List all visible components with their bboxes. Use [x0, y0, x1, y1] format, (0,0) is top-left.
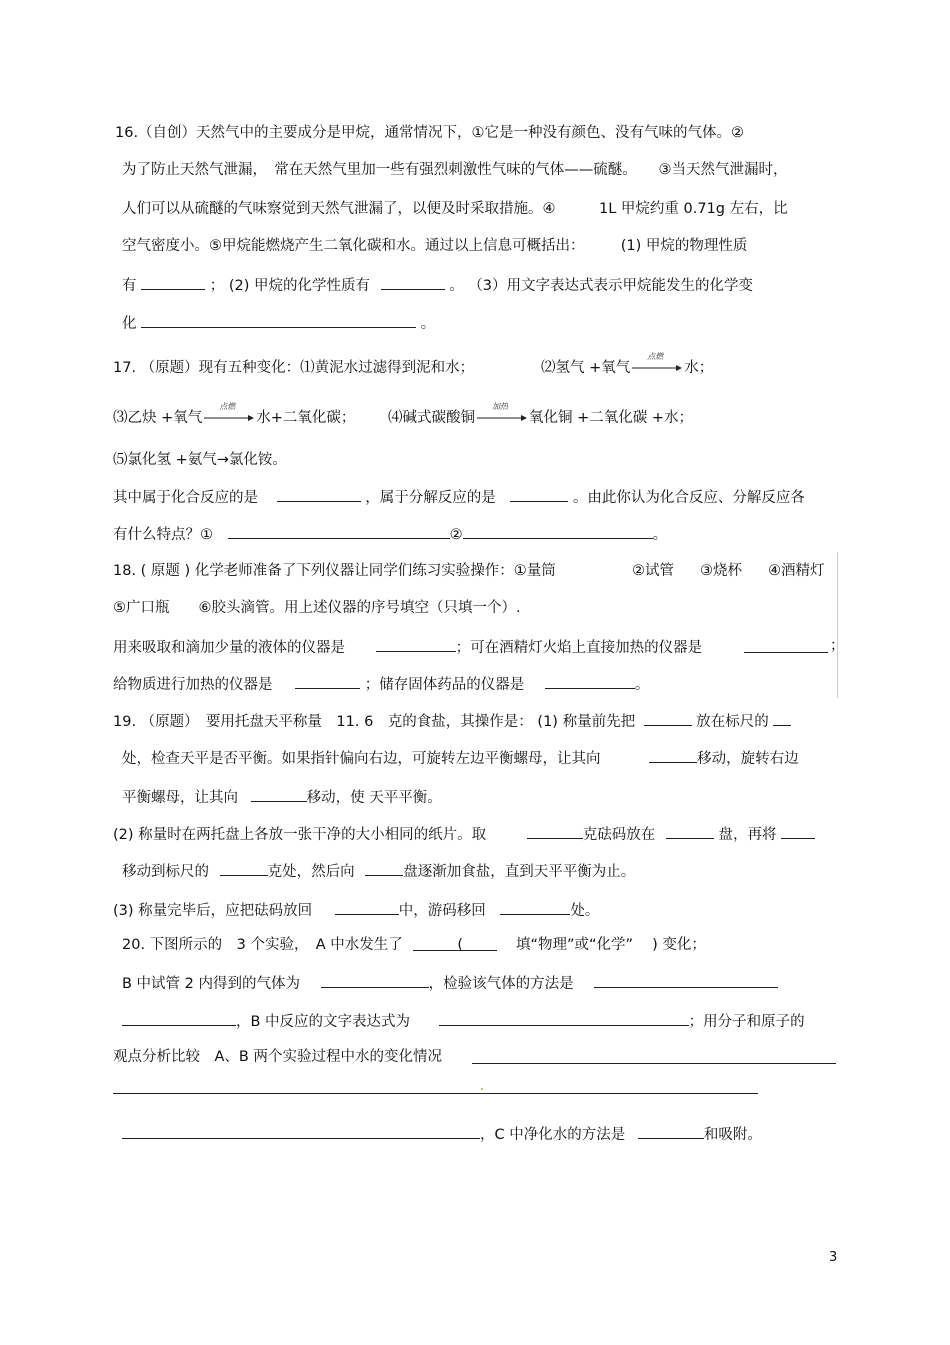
- q20-text-2b: ，检验该气体的方法是: [428, 976, 574, 992]
- q19-blank-salt-pan[interactable]: [365, 860, 403, 876]
- q20-text-6b: 和吸附。: [703, 1127, 762, 1143]
- q18-line3: [113, 636, 702, 656]
- q19-text-4c: 盘，再将: [718, 827, 777, 843]
- q19-blank-rider-return[interactable]: [500, 899, 570, 915]
- q20-line3: [122, 1010, 805, 1030]
- q16-blank-expression[interactable]: [141, 312, 416, 328]
- q18-line2: [113, 598, 521, 618]
- q16-blank-physical[interactable]: [141, 274, 205, 290]
- q17-line1: [113, 358, 474, 378]
- q17-blank-feature-1[interactable]: [228, 523, 450, 539]
- q17-text-4b: ，属于分解反应的是: [365, 490, 496, 506]
- q20-line4: [113, 1047, 442, 1067]
- q19-line1: [113, 710, 791, 730]
- q19-text-1b: 放在标尺的: [696, 714, 769, 730]
- q20-blank-analysis-2[interactable]: [113, 1093, 758, 1094]
- q18-line1: [113, 561, 556, 581]
- arrow-icon: [632, 365, 682, 371]
- q17-line2-right: [388, 402, 694, 428]
- q17-text-2d: 氧化铜 +二氧化碳 +水；: [529, 410, 694, 426]
- q19-text-6c: 处。: [570, 903, 600, 919]
- condition-label-3: 加热: [492, 402, 508, 411]
- q18-line1-tools3: [768, 561, 825, 581]
- q20-text-1a: 20. 下图所示的 3 个实验， A 中水发生了: [122, 937, 403, 953]
- q19-text-5a: 移动到标尺的: [122, 864, 209, 880]
- q19-blank-weight-grams[interactable]: [527, 823, 583, 839]
- q18-blank-direct-heat[interactable]: [744, 637, 828, 653]
- q19-text-3a: 平衡螺母，让其向: [122, 790, 238, 806]
- q18-blank-heating[interactable]: [295, 673, 360, 689]
- q17-line3: [113, 450, 287, 470]
- q20-blank-purification[interactable]: [638, 1123, 704, 1139]
- q20-blank-b-expression[interactable]: [439, 1010, 689, 1026]
- q18-line1-tools: [632, 561, 674, 581]
- reaction-arrow-2: [204, 402, 254, 428]
- q17-blank-feature-2[interactable]: [463, 523, 653, 539]
- q19-blank-scale-position[interactable]: [773, 710, 791, 726]
- q17-line2: [113, 402, 356, 428]
- q19-blank-right-direction[interactable]: [251, 786, 307, 802]
- q16-text-5c: 。 （3）用文字表达式表示甲烷能发生的化学变: [449, 278, 754, 294]
- stray-mark: [481, 1088, 483, 1090]
- q17-text-4c: 。由此你认为化合反应、分解反应各: [572, 490, 805, 506]
- q18-right-border: [837, 552, 838, 698]
- arrow-icon: [204, 415, 254, 421]
- q16-blank-chemical[interactable]: [381, 274, 445, 290]
- q20-blank-change-type[interactable]: [413, 935, 497, 951]
- q17-line5: [113, 523, 667, 543]
- q19-text-5c: 盘逐渐加食盐，直到天平平衡为止。: [403, 864, 636, 880]
- q16-line2: [122, 160, 788, 180]
- q20-line1: [122, 935, 706, 955]
- q19-blank-left-direction[interactable]: [649, 747, 697, 763]
- q20-line2: [122, 972, 778, 992]
- q19-line3: [122, 786, 442, 806]
- q19-blank-rider[interactable]: [644, 710, 692, 726]
- q19-line4: [113, 823, 815, 843]
- q16-text-4: 空气密度小。⑤甲烷能燃烧产生二氧化碳和水。通过以上信息可概括出： (1) 甲烷的物理性质: [122, 238, 748, 254]
- q20-blank-test-method-cont[interactable]: [122, 1010, 236, 1026]
- q17-blank-combination[interactable]: [277, 486, 361, 502]
- q20-blank-analysis-1[interactable]: [472, 1063, 836, 1064]
- q20-blank-gas[interactable]: [321, 972, 429, 988]
- q19-text-4a: (2) 称量时在两托盘上各放一张干净的大小相同的纸片。取: [113, 827, 487, 843]
- condition-label-1: 点燃: [647, 352, 664, 361]
- q19-blank-pan-side[interactable]: [666, 823, 714, 839]
- q17-text-3: ⑸氯化氢 +氨气→氯化铵。: [113, 452, 287, 468]
- q18-text-3c: ；: [830, 638, 845, 654]
- q16-line3: [122, 199, 788, 219]
- q20-text-6a: ，C 中净化水的方法是: [480, 1127, 626, 1143]
- q20-text-1c: 填“物理”或“化学” ) 变化；: [516, 937, 706, 953]
- q19-blank-scale-grams[interactable]: [220, 860, 268, 876]
- q16-text-6b: 。: [420, 316, 436, 332]
- q19-text-2b: 移动，旋转右边: [697, 751, 799, 767]
- q18-blank-dropper[interactable]: [376, 636, 456, 652]
- q19-line2: [122, 747, 799, 767]
- arrow-icon: [477, 415, 527, 421]
- q17-text-2a: ⑶乙炔 +氧气: [113, 410, 203, 426]
- q18-text-1b: ②试管: [632, 563, 674, 579]
- q18-text-1d: ④酒精灯: [768, 563, 825, 579]
- q16-text-3: 人们可以从硫醚的气味察觉到天然气泄漏了，以便及时采取措施。④ 1L 甲烷约重 0.71g 左右，比: [122, 201, 788, 217]
- q19-text-2a: 处，检查天平是否平衡。如果指针偏向右边，可旋转左边平衡螺母，让其向: [122, 751, 601, 767]
- q18-text-4b: ；储存固体药品的仪器是: [364, 677, 525, 693]
- q16-text-6a: 化: [122, 316, 137, 332]
- q16-text-1: 16.（自创）天然气中的主要成分是甲烷，通常情况下，①它是一种没有颜色、没有气味的气体。②: [115, 125, 745, 141]
- q16-text-5a: 有: [122, 278, 137, 294]
- q18-line4: [113, 673, 649, 693]
- q16-line5: [122, 274, 753, 294]
- q18-line1-tools2: [700, 561, 742, 581]
- q19-line5: [122, 860, 635, 880]
- q17-blank-decomposition[interactable]: [510, 486, 568, 502]
- q16-line1: [115, 123, 744, 143]
- q17-line4: [113, 486, 805, 506]
- condition-label-2: 点燃: [219, 402, 236, 411]
- q16-line4: [122, 236, 747, 256]
- q19-text-6b: 中，游码移回: [398, 903, 486, 919]
- q18-line3-end: [830, 636, 845, 656]
- reaction-arrow-1: [632, 352, 682, 378]
- q19-text-5b: 克处，然后向: [267, 864, 355, 880]
- q17-text-5c: 。: [652, 527, 668, 543]
- q19-text-4b: 克砝码放在: [582, 827, 656, 843]
- q17-text-1a: 17. （原题）现有五种变化：⑴黄泥水过滤得到泥和水；: [113, 360, 475, 376]
- reaction-arrow-3: [477, 402, 527, 428]
- q19-blank-move-item[interactable]: [781, 823, 815, 839]
- q17-text-5a: 有什么特点？①: [113, 527, 213, 543]
- q18-text-2: ⑤广口瓶 ⑥胶头滴管。用上述仪器的序号填空（只填一个）.: [113, 600, 521, 616]
- q18-text-3b: ；可在酒精灯火焰上直接加热的仪器是: [455, 640, 703, 656]
- q18-text-3a: 用来吸取和滴加少量的液体的仪器是: [113, 640, 345, 656]
- q16-line6: [122, 312, 435, 332]
- q18-text-1c: ③烧杯: [700, 563, 742, 579]
- q17-text-1c: 水；: [684, 360, 714, 376]
- q18-blank-storage[interactable]: [545, 673, 635, 689]
- q20-text-4: 观点分析比较 A、B 两个实验过程中水的变化情况: [113, 1049, 442, 1065]
- q20-text-3b: ；用分子和原子的: [688, 1014, 805, 1030]
- q20-blank-test-method[interactable]: [594, 972, 778, 988]
- q18-text-4c: 。: [634, 677, 650, 693]
- q20-text-3a: ，B 中反应的文字表达式为: [236, 1014, 411, 1030]
- q19-blank-weights-return[interactable]: [335, 899, 399, 915]
- q18-text-1a: 18. ( 原题 ) 化学老师准备了下列仪器让同学们练习实验操作：①量筒: [113, 563, 556, 579]
- q19-line6: [113, 899, 599, 919]
- q17-text-5b: ②: [449, 527, 463, 543]
- q17-text-2c: ⑷碱式碳酸铜: [388, 410, 475, 426]
- q16-text-5b: ； (2) 甲烷的化学性质有: [209, 278, 370, 294]
- q19-text-1a: 19. （原题） 要用托盘天平称量 11. 6 克的食盐，其操作是： (1) 称量前先把: [113, 714, 636, 730]
- q18-text-4a: 给物质进行加热的仪器是: [113, 677, 273, 693]
- q17-line1-right: [541, 352, 714, 378]
- q19-text-3b: 移动，使 天平平衡。: [306, 790, 442, 806]
- page-number: 3: [829, 1250, 838, 1265]
- q20-blank-analysis-3[interactable]: [122, 1123, 480, 1139]
- q20-text-2a: B 中试管 2 内得到的气体为: [122, 976, 300, 992]
- q19-text-6a: (3) 称量完毕后，应把砝码放回: [113, 903, 313, 919]
- q17-text-4a: 其中属于化合反应的是: [113, 490, 258, 506]
- q20-text-1b: (: [457, 937, 464, 953]
- q17-text-1b: ⑵氢气 +氧气: [541, 360, 631, 376]
- q17-text-2b: 水+二氧化碳；: [256, 410, 356, 426]
- q20-line6: [122, 1123, 762, 1143]
- q16-text-2: 为了防止天然气泄漏， 常在天然气里加一些有强烈刺激性气味的气体——硫醚。 ③当天然气泄漏时，: [122, 162, 788, 178]
